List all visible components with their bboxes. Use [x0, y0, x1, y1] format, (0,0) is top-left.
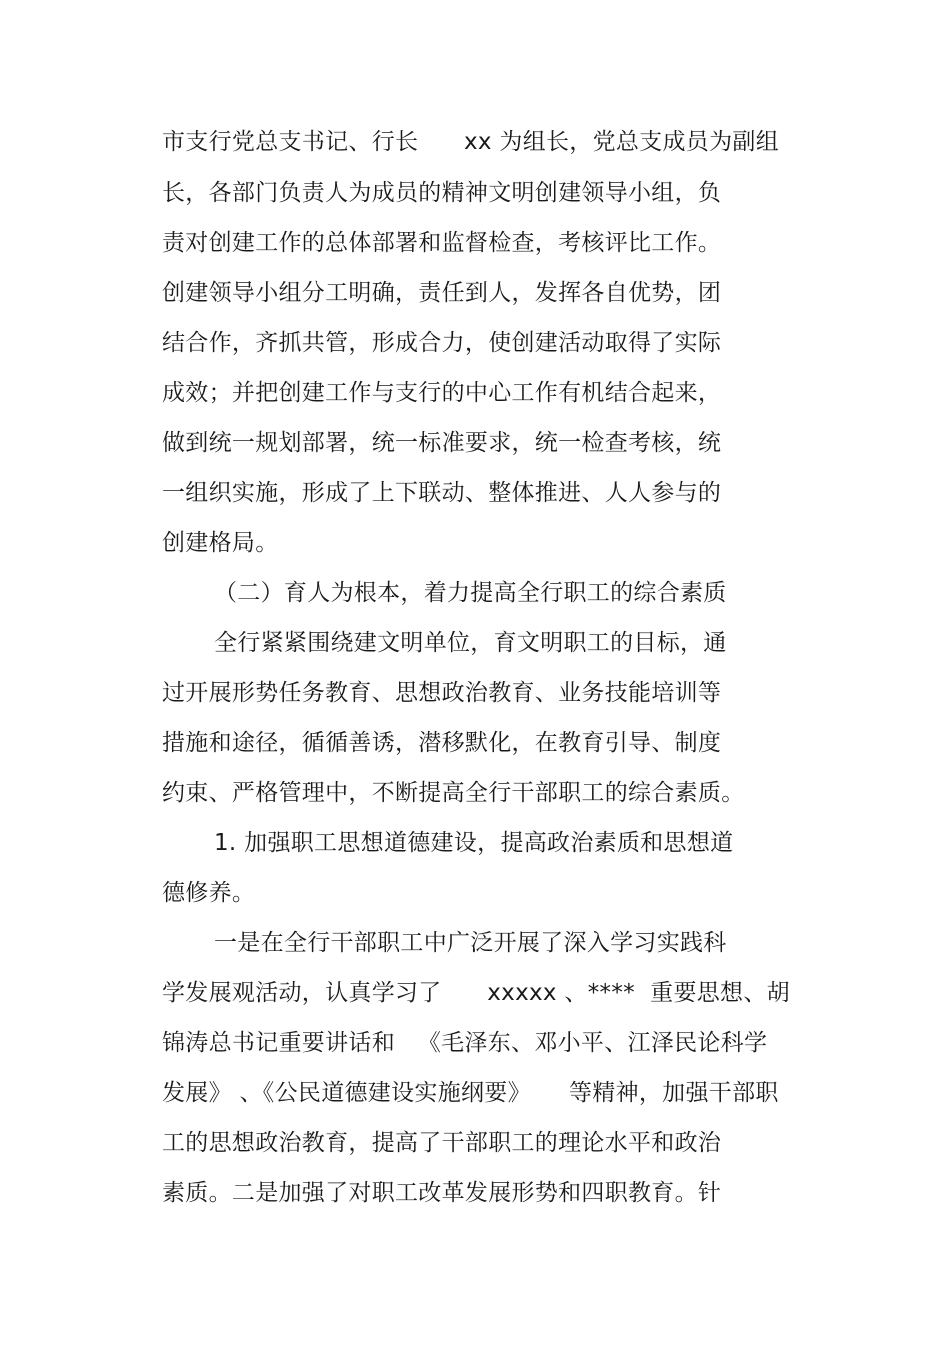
- text-line: 锦涛总书记重要讲话和 《毛泽东、邓小平、江泽民论科学: [162, 1030, 768, 1056]
- text-line: 措施和途径，循循善诱，潜移默化，在教育引导、制度: [162, 730, 722, 756]
- section-heading: （二）育人为根本，着力提高全行职工的综合素质: [214, 580, 727, 606]
- text-line: 创建领导小组分工明确，责任到人，发挥各自优势，团: [162, 280, 722, 306]
- text-line: 学发展观活动，认真学习了 xxxxx 、**** 重要思想、胡: [162, 980, 790, 1006]
- text-line: 创建格局。: [162, 530, 279, 556]
- text-line: 责对创建工作的总体部署和监督检查，考核评比工作。: [162, 230, 722, 256]
- text-line: 工的思想政治教育，提高了干部职工的理论水平和政治: [162, 1130, 722, 1156]
- text-line: 全行紧紧围绕建文明单位，育文明职工的目标，通: [214, 630, 727, 656]
- text-line: 过开展形势任务教育、思想政治教育、业务技能培训等: [162, 680, 722, 706]
- text-line: 成效；并把创建工作与支行的中心工作有机结合起来，: [162, 380, 722, 406]
- text-line: 一组织实施，形成了上下联动、整体推进、人人参与的: [162, 480, 722, 506]
- text-line: 发展》 、《公民道德建设实施纲要》 等精神，加强干部职: [162, 1080, 779, 1106]
- text-line: 德修养。: [162, 880, 256, 906]
- text-line: 长，各部门负责人为成员的精神文明创建领导小组，负: [162, 180, 722, 206]
- text-line: 一是在全行干部职工中广泛开展了深入学习实践科: [214, 930, 727, 956]
- subsection-heading: 1. 加强职工思想道德建设，提高政治素质和思想道: [214, 830, 734, 856]
- text-line: 约束、严格管理中，不断提高全行干部职工的综合素质。: [162, 780, 745, 806]
- text-line: 结合作，齐抓共管，形成合力，使创建活动取得了实际: [162, 330, 722, 356]
- text-line: 市支行党总支书记、行长 xx 为组长，党总支成员为副组: [162, 129, 779, 155]
- text-line: 素质。二是加强了对职工改革发展形势和四职教育。针: [162, 1180, 722, 1206]
- text-line: 做到统一规划部署，统一标准要求，统一检查考核，统: [162, 430, 722, 456]
